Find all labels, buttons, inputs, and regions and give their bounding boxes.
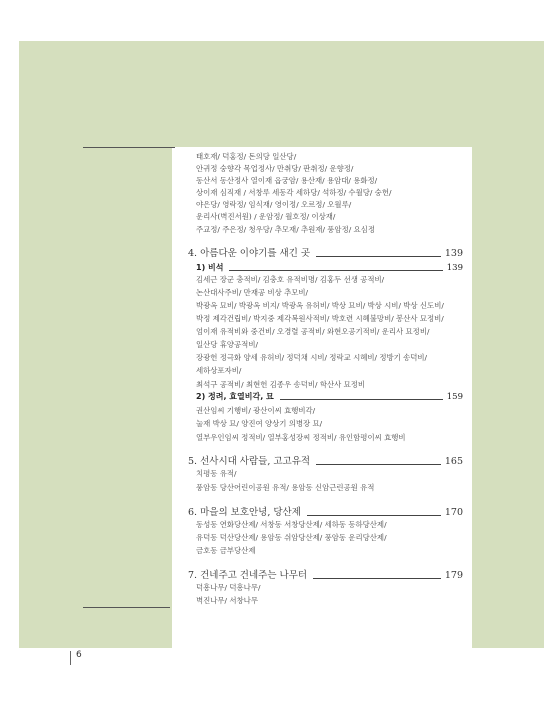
toc-line: 세하상포자비/	[196, 366, 242, 375]
toc-line: 치평동 유적/	[196, 469, 237, 478]
toc-line: 엄이재 유적비와 중건비/ 오경렬 공적비/ 와현오공기적비/ 운리사 묘정비/	[196, 327, 430, 336]
section-heading[interactable]	[188, 455, 463, 467]
toc-line: 풍암동 당산어린이공원 유적/ 용암동 신암근린공원 유적	[196, 483, 375, 492]
toc-line: 눌재 박상 묘/ 양진여 양상기 의병장 묘/	[196, 419, 323, 428]
toc-line: 벽진나무/ 서창나무	[196, 596, 258, 605]
toc-line: 박정 제각건립비/ 박지중 제각복원사적비/ 박호련 시혜불망비/ 봉산사 묘정비/	[196, 314, 444, 323]
toc-line: 야은당/ 영락정/ 임식재/ 영이정/ 오르정/ 오월루/	[196, 200, 352, 209]
leader-line	[316, 464, 441, 465]
leader-line	[307, 515, 441, 516]
toc-line: 동산서 동산정사 열이재 읍궁암/ 용산재/ 용암대/ 용화정/	[196, 176, 378, 185]
section-page: 165	[444, 456, 463, 467]
subsection-heading[interactable]	[196, 391, 463, 402]
toc-line: 일산당 휴양공적비/	[196, 340, 258, 349]
toc-line: 동성동 연화당산제/ 서창동 서창당산제/ 세하동 동하당산제/	[196, 520, 387, 529]
toc-line: 태호재/ 덕홍정/ 돈의당 일산당/	[196, 152, 297, 161]
section-page: 139	[444, 248, 463, 259]
toc-line: 박광옥 묘비/ 박광옥 비지/ 박광옥 유허비/ 박상 묘비/ 박상 시비/ 박상 신도비/	[196, 301, 444, 310]
subsection-page: 159	[446, 392, 463, 402]
toc-line: 열부우인임씨 정적비/ 열부홍성장씨 정적비/ 유인함평이씨 효행비	[196, 433, 406, 442]
leader-line	[316, 256, 441, 257]
toc-line: 상이재 심직재 / 서창루 세동각 세하당/ 석하정/ 수월당/ 숭헌/	[196, 188, 392, 197]
page-number: 6	[76, 650, 82, 660]
leader-line	[229, 270, 442, 271]
section-title: 4. 아름다운 이야기를 새긴 곳	[188, 248, 311, 259]
leader-line	[280, 399, 443, 400]
section-heading[interactable]	[188, 569, 463, 581]
toc-line: 권산임씨 기행비/ 광산이씨 효행비각/	[196, 406, 316, 415]
toc-line: 최석구 공적비/ 최현헌 김종우 송덕비/ 학산사 묘정비	[196, 380, 366, 389]
subsection-heading[interactable]	[196, 262, 463, 273]
section-heading[interactable]	[188, 247, 463, 259]
subsection-page: 139	[446, 263, 463, 273]
section-heading[interactable]	[188, 506, 463, 518]
leader-line	[313, 578, 441, 579]
subsection-title: 1) 비석	[196, 263, 224, 272]
bottom-rule	[83, 607, 170, 608]
toc-line: 논산대사주비/ 만재공 비상 추모비/	[196, 288, 308, 297]
toc-line: 운리사(벽진서원) / 운암정/ 월호정/ 이상재/	[196, 212, 336, 221]
section-page: 170	[444, 507, 463, 518]
section-title: 6. 마을의 보호안녕, 당산제	[188, 507, 301, 518]
section-title: 7. 건네주고 건네주는 나무터	[188, 570, 308, 581]
toc-line: 주교정/ 주은정/ 청우당/ 추모재/ 추원재/ 풍암정/ 요심정	[196, 225, 375, 234]
section-page: 179	[444, 570, 463, 581]
toc-line: 유덕동 덕산당산제/ 용암동 쉬암당산제/ 풍암동 운리당산제/	[196, 533, 387, 542]
toc-line: 금호동 금부당산제	[196, 546, 256, 555]
toc-line: 덕흥나무/ 덕흥나무/	[196, 583, 261, 592]
toc-line: 장광헌 정극화 양세 유허비/ 정덕채 시비/ 정락교 시혜비/ 정방기 송덕비/	[196, 353, 428, 362]
top-rule	[83, 147, 175, 148]
toc-line: 안귀정 숭향각 목업정사/ 만취당/ 판취정/ 운향정/	[196, 164, 354, 173]
page-number-bar	[70, 651, 71, 665]
toc-line: 김세근 장군 충적비/ 김충호 유적비명/ 김홍두 선생 공적비/	[196, 275, 385, 284]
section-title: 5. 선사시대 사람들, 고고유적	[188, 456, 311, 467]
subsection-title: 2) 정려, 효열비각, 묘	[196, 392, 274, 401]
